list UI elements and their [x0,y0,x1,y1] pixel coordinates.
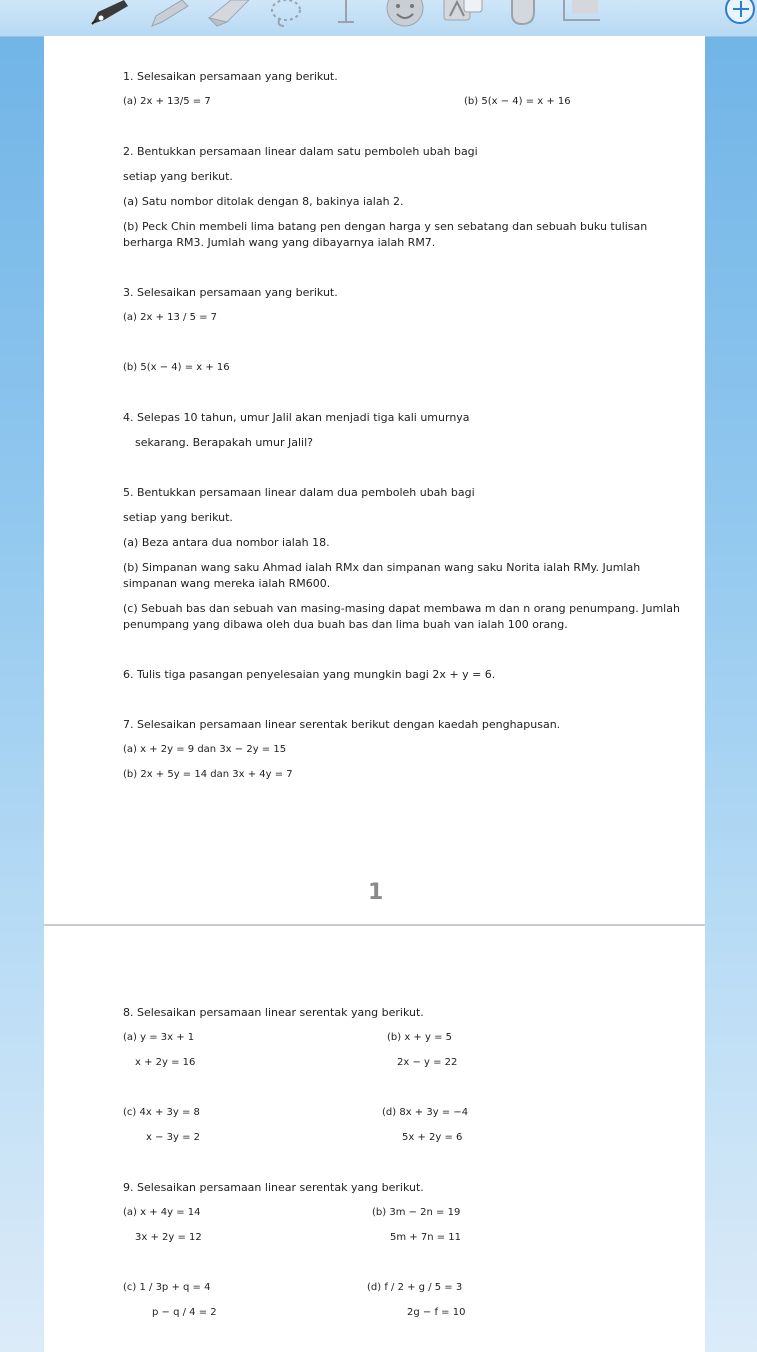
q1-b: (b) 5(x − 4) = x + 16 [464,96,571,107]
q2-a: (a) Satu nombor ditolak dengan 8, bakinya ialah 2. [123,195,404,208]
q5-a: (a) Beza antara dua nombor ialah 18. [123,536,330,549]
q8-b2: 2x − y = 22 [397,1057,458,1068]
q9-a1: (a) x + 4y = 14 [123,1207,201,1218]
lasso-icon[interactable] [266,0,306,28]
q5-c2: penumpang yang dibawa oleh dua buah bas dan lima buah van ialah 100 orang. [123,618,568,631]
q8-c1: (c) 4x + 3y = 8 [123,1107,200,1118]
toolbar [0,0,757,37]
add-page-button[interactable] [725,0,755,24]
q5-line1: 5. Bentukkan persamaan linear dalam dua pemboleh ubah bagi [123,486,475,499]
q8-d2: 5x + 2y = 6 [402,1132,463,1143]
q9-c2: p − q / 4 = 2 [152,1307,217,1318]
q5-b1: (b) Simpanan wang saku Ahmad ialah RMx dan simpanan wang saku Norita ialah RMy. Jumlah [123,561,641,574]
eraser-icon[interactable] [205,0,253,28]
q5-line2: setiap yang berikut. [123,511,233,524]
q8-c2: x − 3y = 2 [146,1132,201,1143]
q5-b2: simpanan wang mereka ialah RM600. [123,577,331,590]
hand-icon[interactable] [506,0,540,28]
q1-title: 1. Selesaikan persamaan yang berikut. [123,70,338,83]
q2-line1: 2. Bentukkan persamaan linear dalam satu pemboleh ubah bagi [123,145,478,158]
q9-title: 9. Selesaikan persamaan linear serentak yang berikut. [123,1181,424,1194]
q9-c1: (c) 1 / 3p + q = 4 [123,1282,211,1293]
q1-a: (a) 2x + 13/5 = 7 [123,96,211,107]
text-cursor-icon[interactable] [334,0,358,28]
q2-line2: setiap yang berikut. [123,170,233,183]
q9-a2: 3x + 2y = 12 [135,1232,202,1243]
q3-a: (a) 2x + 13 / 5 = 7 [123,312,218,323]
q7-a: (a) x + 2y = 9 dan 3x − 2y = 15 [123,744,287,755]
q8-d1: (d) 8x + 3y = −4 [382,1107,469,1118]
q7-b: (b) 2x + 5y = 14 dan 3x + 4y = 7 [123,769,293,780]
sticker-icon[interactable] [382,0,428,28]
q9-d1: (d) f / 2 + g / 5 = 3 [367,1282,463,1293]
q9-d2: 2g − f = 10 [407,1307,466,1318]
q8-b1: (b) x + y = 5 [387,1032,452,1043]
q8-a1: (a) y = 3x + 1 [123,1032,195,1043]
q7-title: 7. Selesaikan persamaan linear serentak berikut dengan kaedah penghapusan. [123,718,561,731]
q3-title: 3. Selesaikan persamaan yang berikut. [123,286,338,299]
shapes-icon[interactable] [560,0,606,28]
q4-line1: 4. Selepas 10 tahun, umur Jalil akan menjadi tiga kali umurnya [123,411,470,424]
image-translate-icon[interactable] [440,0,486,28]
q8-title: 8. Selesaikan persamaan linear serentak yang berikut. [123,1006,424,1019]
q3-b: (b) 5(x − 4) = x + 16 [123,362,230,373]
q4-line2: sekarang. Berapakah umur Jalil? [135,436,313,449]
q9-b2: 5m + 7n = 11 [390,1232,462,1243]
q2-b2: berharga RM3. Jumlah wang yang dibayarnya ialah RM7. [123,236,436,249]
q6-title: 6. Tulis tiga pasangan penyelesaian yang mungkin bagi 2x + y = 6. [123,668,496,681]
page-number: 1 [368,880,384,905]
q9-b1: (b) 3m − 2n = 19 [372,1207,461,1218]
fountain-pen-icon[interactable] [88,0,134,28]
q5-c1: (c) Sebuah bas dan sebuah van masing-masing dapat membawa m dan n orang penumpang. Jumlah [123,602,680,615]
marker-icon[interactable] [148,0,192,28]
q8-a2: x + 2y = 16 [135,1057,196,1068]
q2-b1: (b) Peck Chin membeli lima batang pen dengan harga y sen sebatang dan sebuah buku tulisan [123,220,648,233]
